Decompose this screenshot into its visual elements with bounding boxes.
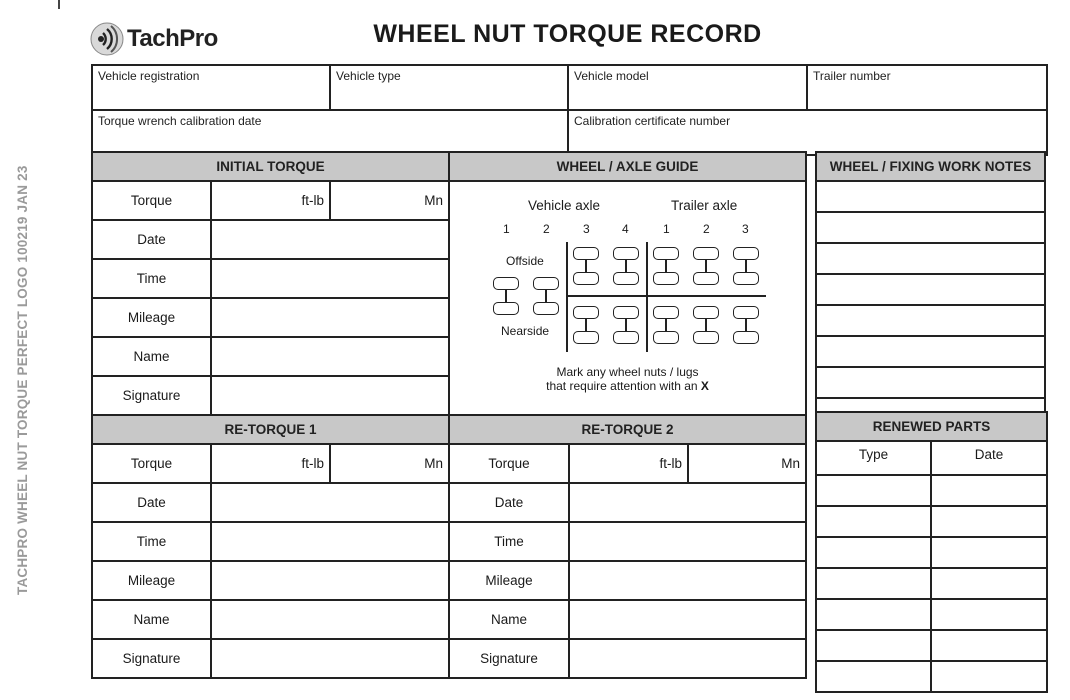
wheel-set-trailer-axle-3-nearside[interactable] (733, 306, 759, 344)
work-notes-line[interactable] (816, 243, 1045, 274)
retorque2-signature-field[interactable] (569, 639, 806, 678)
retorque1-header: RE-TORQUE 1 (92, 415, 449, 444)
initial-name-field[interactable] (211, 337, 449, 376)
retorque2-date-label: Date (449, 483, 569, 522)
vehicle-model-field[interactable] (568, 65, 807, 110)
renewed-part-date-field[interactable] (931, 475, 1047, 506)
work-notes-line[interactable] (816, 367, 1045, 398)
retorque2-mileage-field[interactable] (569, 561, 806, 600)
retorque2-name-label: Name (449, 600, 569, 639)
trailer-axle-number: 3 (742, 222, 749, 236)
renewed-part-date-field[interactable] (931, 506, 1047, 537)
retorque2-torque-label: Torque (449, 444, 569, 483)
trailer-axle-number: 1 (663, 222, 670, 236)
vehicle-axle-label: Vehicle axle (528, 198, 601, 213)
wheel-set-vehicle-axle-1[interactable] (493, 277, 519, 315)
initial-name-label: Name (92, 337, 211, 376)
vehicle-axle-number: 1 (503, 222, 510, 236)
initial-date-field[interactable] (211, 220, 449, 259)
renewed-part-type-field[interactable] (816, 661, 931, 692)
renewed-part-type-field[interactable] (816, 568, 931, 599)
retorque2-date-field[interactable] (569, 483, 806, 522)
wheel-set-trailer-axle-3-offside[interactable] (733, 247, 759, 285)
vehicle-registration-field[interactable] (92, 65, 330, 110)
torque-grid (91, 151, 807, 679)
work-notes-line[interactable] (816, 305, 1045, 336)
retorque1-mileage-field[interactable] (211, 561, 449, 600)
wheel-set-vehicle-axle-3-offside[interactable] (573, 247, 599, 285)
work-notes-header: WHEEL / FIXING WORK NOTES (816, 152, 1045, 181)
renewed-part-date-field[interactable] (931, 599, 1047, 630)
trailer-axle-number: 2 (703, 222, 710, 236)
brand-logo (90, 22, 218, 56)
renewed-part-type-field[interactable] (816, 630, 931, 661)
guide-divider (566, 242, 568, 352)
trailer-number-label: Trailer number (813, 69, 891, 83)
unit-mn: Mn (781, 456, 801, 471)
wheel-set-trailer-axle-2-nearside[interactable] (693, 306, 719, 344)
renewed-parts-date-header: Date (931, 441, 1047, 475)
retorque1-date-field[interactable] (211, 483, 449, 522)
renewed-part-type-field[interactable] (816, 475, 931, 506)
vehicle-type-label: Vehicle type (336, 69, 401, 83)
vehicle-info-table (91, 64, 1048, 156)
renewed-parts-type-header: Type (816, 441, 931, 475)
sound-wave-circle-icon (90, 22, 124, 56)
guide-divider (646, 242, 648, 352)
calibration-certificate-label: Calibration certificate number (574, 114, 731, 128)
initial-date-label: Date (92, 220, 211, 259)
vehicle-axle-number: 3 (583, 222, 590, 236)
side-print-code: TACHPRO WHEEL NUT TORQUE PERFECT LOGO 100219 JAN 23 (15, 165, 30, 595)
vehicle-model-label: Vehicle model (574, 69, 649, 83)
page-title: WHEEL NUT TORQUE RECORD (373, 20, 762, 48)
retorque1-signature-label: Signature (92, 639, 211, 678)
initial-torque-label: Torque (92, 181, 211, 220)
retorque2-mileage-label: Mileage (449, 561, 569, 600)
initial-torque-ftlb-field[interactable] (211, 181, 330, 220)
work-notes-line[interactable] (816, 212, 1045, 243)
unit-ftlb: ft-lb (301, 456, 324, 471)
calibration-certificate-field[interactable] (568, 110, 1047, 155)
retorque2-header: RE-TORQUE 2 (449, 415, 806, 444)
retorque1-ftlb-field[interactable] (211, 444, 330, 483)
margin-mark (58, 0, 60, 9)
guide-instruction-mark: X (700, 379, 709, 393)
renewed-parts-table (815, 411, 1048, 693)
wheel-axle-guide-header: WHEEL / AXLE GUIDE (449, 152, 806, 181)
retorque1-mileage-label: Mileage (92, 561, 211, 600)
retorque2-name-field[interactable] (569, 600, 806, 639)
initial-mileage-field[interactable] (211, 298, 449, 337)
vehicle-axle-number: 4 (622, 222, 629, 236)
wheel-set-vehicle-axle-2[interactable] (533, 277, 559, 315)
initial-torque-header: INITIAL TORQUE (92, 152, 449, 181)
retorque1-mn-field[interactable] (330, 444, 449, 483)
retorque1-time-field[interactable] (211, 522, 449, 561)
calibration-date-label: Torque wrench calibration date (98, 114, 262, 128)
initial-time-label: Time (92, 259, 211, 298)
initial-torque-mn-field[interactable] (330, 181, 449, 220)
guide-instruction-text: that require attention with an (546, 379, 701, 393)
retorque1-torque-label: Torque (92, 444, 211, 483)
renewed-part-date-field[interactable] (931, 537, 1047, 568)
initial-signature-field[interactable] (211, 376, 449, 415)
wheel-set-trailer-axle-1-offside[interactable] (653, 247, 679, 285)
initial-signature-label: Signature (92, 376, 211, 415)
retorque2-mn-field[interactable] (688, 444, 806, 483)
vehicle-registration-label: Vehicle registration (98, 69, 200, 83)
wheel-axle-guide (449, 181, 806, 415)
wheel-set-vehicle-axle-3-nearside[interactable] (573, 306, 599, 344)
guide-instruction-line1: Mark any wheel nuts / lugs (556, 365, 699, 379)
unit-mn: Mn (424, 456, 444, 471)
retorque2-signature-label: Signature (449, 639, 569, 678)
offside-label: Offside (506, 254, 544, 268)
wheel-set-trailer-axle-2-offside[interactable] (693, 247, 719, 285)
wheel-set-vehicle-axle-4-nearside[interactable] (613, 306, 639, 344)
work-notes-line[interactable] (816, 336, 1045, 367)
calibration-date-field[interactable] (92, 110, 568, 155)
retorque2-time-label: Time (449, 522, 569, 561)
guide-instruction-line2 (450, 379, 805, 393)
nearside-label: Nearside (501, 324, 550, 338)
renewed-part-date-field[interactable] (931, 568, 1047, 599)
unit-ftlb: ft-lb (301, 193, 324, 208)
trailer-axle-label: Trailer axle (671, 198, 738, 213)
unit-mn: Mn (424, 193, 444, 208)
work-notes-line[interactable] (816, 181, 1045, 212)
renewed-part-date-field[interactable] (931, 630, 1047, 661)
renewed-part-type-field[interactable] (816, 599, 931, 630)
initial-time-field[interactable] (211, 259, 449, 298)
initial-mileage-label: Mileage (92, 298, 211, 337)
work-notes-line[interactable] (816, 274, 1045, 305)
wheel-set-vehicle-axle-4-offside[interactable] (613, 247, 639, 285)
renewed-part-date-field[interactable] (931, 661, 1047, 692)
retorque2-time-field[interactable] (569, 522, 806, 561)
vehicle-type-field[interactable] (330, 65, 568, 110)
retorque2-ftlb-field[interactable] (569, 444, 688, 483)
work-notes-table (815, 151, 1046, 429)
trailer-number-field[interactable] (807, 65, 1047, 110)
retorque1-name-label: Name (92, 600, 211, 639)
retorque1-date-label: Date (92, 483, 211, 522)
wheel-set-trailer-axle-1-nearside[interactable] (653, 306, 679, 344)
vehicle-axle-number: 2 (543, 222, 550, 236)
retorque1-time-label: Time (92, 522, 211, 561)
renewed-part-type-field[interactable] (816, 506, 931, 537)
guide-divider (566, 295, 766, 297)
renewed-part-type-field[interactable] (816, 537, 931, 568)
retorque1-signature-field[interactable] (211, 639, 449, 678)
brand-name: TachPro (127, 25, 218, 52)
renewed-parts-header: RENEWED PARTS (816, 412, 1047, 441)
unit-ftlb: ft-lb (659, 456, 683, 471)
retorque1-name-field[interactable] (211, 600, 449, 639)
